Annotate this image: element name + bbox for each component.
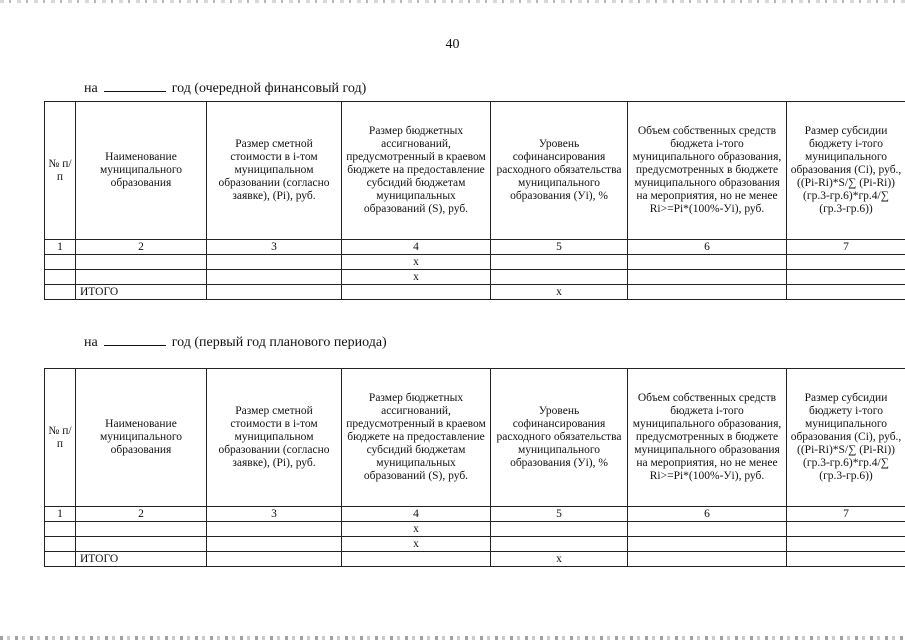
table-cell: 7 — [787, 507, 905, 522]
header-row-number: № п/п — [45, 102, 76, 240]
section-heading-current-year — [84, 80, 366, 97]
table-cell — [628, 522, 787, 537]
table-row — [45, 255, 905, 270]
table-cell — [491, 270, 628, 285]
header-cofinancing-level: Уровень софинансирования расходного обязательства муниципального образования (Уi), % — [491, 369, 628, 507]
table-cell — [45, 522, 76, 537]
table-cell — [207, 255, 342, 270]
table-cell — [45, 537, 76, 552]
table-cell — [787, 522, 905, 537]
table-cell: 3 — [207, 240, 342, 255]
table-cell — [342, 285, 491, 300]
table-cell — [787, 255, 905, 270]
table-cell — [342, 552, 491, 567]
table-cell: 6 — [628, 507, 787, 522]
table-cell — [628, 270, 787, 285]
table-cell — [76, 255, 207, 270]
table-cell — [628, 537, 787, 552]
heading-suffix: год (первый год планового периода) — [171, 335, 387, 350]
header-own-funds: Объем собственных средств бюджета i-того муниципального образования, предусмотренных в бюджете муниципального образования на мероприятия, но не менее Ri>=Pi*(100%-Уi), руб. — [628, 102, 787, 240]
table-cell: x — [342, 255, 491, 270]
header-municipality-name: Наименование муниципального образования — [76, 369, 207, 507]
subsidy-table-current-year — [44, 101, 905, 300]
table-cell — [207, 285, 342, 300]
table-row-total — [45, 552, 905, 567]
header-row-number: № п/п — [45, 369, 76, 507]
table-row — [45, 270, 905, 285]
heading-suffix: год (очередной финансовый год) — [171, 81, 367, 96]
table-cell: x — [342, 270, 491, 285]
header-subsidy-amount: Размер субсидии бюджету i-того муниципального образования (Ci), руб., ((Pi-Ri)*S/∑ (Pi-Ri)) (гр.3-гр.6)*гр.4/∑ (гр.3-гр.6)) — [787, 369, 905, 507]
year-blank-line — [104, 80, 166, 92]
table-cell: 4 — [342, 240, 491, 255]
table-row — [45, 522, 905, 537]
table-cell: 5 — [491, 507, 628, 522]
table-row-column-numbers — [45, 240, 905, 255]
section-heading-planning-year — [84, 334, 387, 351]
page-number: 40 — [445, 37, 460, 52]
table-cell — [45, 285, 76, 300]
table-cell: x — [342, 522, 491, 537]
table-cell — [45, 552, 76, 567]
table-cell — [491, 255, 628, 270]
header-estimated-cost: Размер сметной стоимости в i-том муниципальном образовании (согласно заявке), (Pi), руб. — [207, 102, 342, 240]
subsidy-table-planning-year — [44, 368, 905, 567]
table-cell: 1 — [45, 507, 76, 522]
scan-edge-bottom — [0, 636, 905, 640]
table-cell: 1 — [45, 240, 76, 255]
total-label: ИТОГО — [76, 552, 207, 567]
table-header-row — [45, 102, 905, 240]
header-own-funds: Объем собственных средств бюджета i-того муниципального образования, предусмотренных в бюджете муниципального образования на мероприятия, но не менее Ri>=Pi*(100%-Уi), руб. — [628, 369, 787, 507]
table-cell — [45, 255, 76, 270]
table-cell: 5 — [491, 240, 628, 255]
table-row — [45, 537, 905, 552]
heading-prefix: на — [84, 335, 98, 350]
table-cell: x — [491, 285, 628, 300]
table-cell — [787, 552, 905, 567]
table-cell — [787, 285, 905, 300]
header-budget-allocation: Размер бюджетных ассигнований, предусмотренный в краевом бюджете на предоставление субсидий бюджетам муниципальных образований (S), руб. — [342, 102, 491, 240]
header-budget-allocation: Размер бюджетных ассигнований, предусмотренный в краевом бюджете на предоставление субсидий бюджетам муниципальных образований (S), руб. — [342, 369, 491, 507]
table-cell — [207, 522, 342, 537]
table-row-total — [45, 285, 905, 300]
table-cell — [45, 270, 76, 285]
table-cell: 6 — [628, 240, 787, 255]
table-row-column-numbers — [45, 507, 905, 522]
table-header-row — [45, 369, 905, 507]
header-subsidy-amount: Размер субсидии бюджету i-того муниципального образования (Ci), руб., ((Pi-Ri)*S/∑ (Pi-Ri)) (гр.3-гр.6)*гр.4/∑ (гр.3-гр.6)) — [787, 102, 905, 240]
header-cofinancing-level: Уровень софинансирования расходного обязательства муниципального образования (Уi), % — [491, 102, 628, 240]
table-cell: 2 — [76, 240, 207, 255]
table-cell — [787, 270, 905, 285]
table-cell — [207, 270, 342, 285]
table-cell — [491, 537, 628, 552]
table-cell: x — [342, 537, 491, 552]
table-cell — [628, 285, 787, 300]
table-cell — [207, 552, 342, 567]
table-cell — [628, 552, 787, 567]
table-cell — [76, 522, 207, 537]
header-municipality-name: Наименование муниципального образования — [76, 102, 207, 240]
scan-edge-top — [0, 0, 905, 3]
table-cell — [76, 537, 207, 552]
heading-prefix: на — [84, 81, 98, 96]
table-cell: 4 — [342, 507, 491, 522]
table-cell — [207, 537, 342, 552]
total-label: ИТОГО — [76, 285, 207, 300]
table-cell — [76, 270, 207, 285]
year-blank-line — [104, 334, 166, 346]
table-cell — [491, 522, 628, 537]
table-cell: 7 — [787, 240, 905, 255]
table-cell: 2 — [76, 507, 207, 522]
table-cell: 3 — [207, 507, 342, 522]
table-cell: x — [491, 552, 628, 567]
table-cell — [787, 537, 905, 552]
table-cell — [628, 255, 787, 270]
header-estimated-cost: Размер сметной стоимости в i-том муниципальном образовании (согласно заявке), (Pi), руб. — [207, 369, 342, 507]
